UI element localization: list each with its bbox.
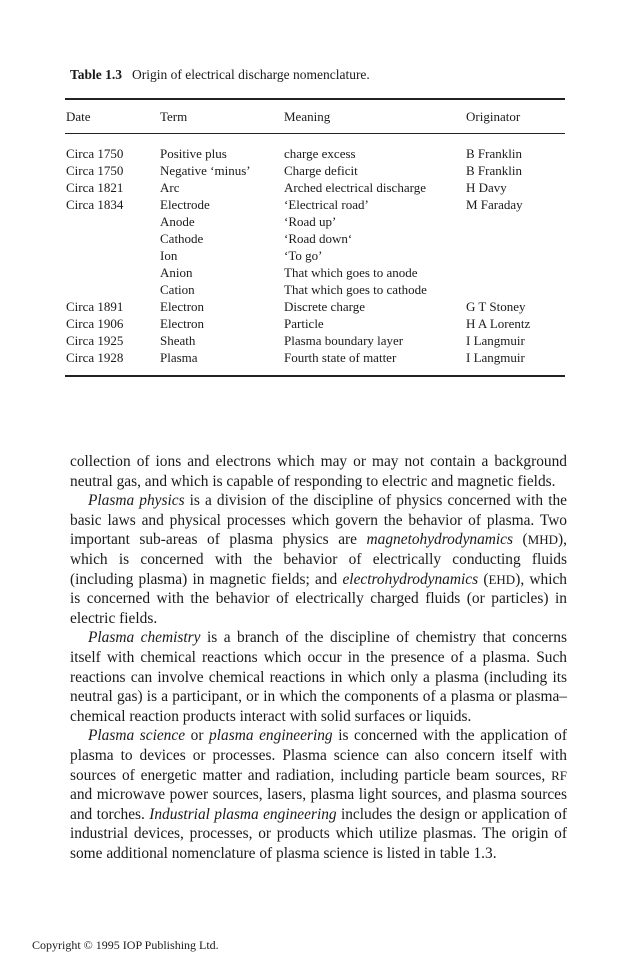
table-caption-text: Origin of electrical discharge nomenclature. <box>132 67 370 82</box>
table-row <box>66 298 576 315</box>
table-row <box>66 179 576 196</box>
table-row <box>66 230 576 247</box>
cell-originator: H A Lorentz <box>466 316 531 331</box>
cell-originator: H Davy <box>466 180 507 195</box>
cell-date: Circa 1750 <box>66 146 124 161</box>
table-row <box>66 264 576 281</box>
text-run: ( <box>478 570 489 588</box>
term-industrial-plasma-engineering: Industrial plasma engineering <box>149 805 337 823</box>
table-row <box>66 162 576 179</box>
cell-term: Cathode <box>160 231 204 246</box>
header-meaning: Meaning <box>284 109 331 124</box>
cell-meaning: ‘Electrical road’ <box>284 197 369 212</box>
paragraph-plasma-science <box>70 726 567 863</box>
table-row <box>66 332 576 349</box>
cell-originator: B Franklin <box>466 146 522 161</box>
cell-term: Arc <box>160 180 180 195</box>
copyright-footer: Copyright © 1995 IOP Publishing Ltd. <box>32 938 219 952</box>
text-run: and microwave power sources, lasers, plasma light sources, and plasma sources and torches. <box>70 786 567 823</box>
text-run: ( <box>513 531 528 549</box>
table-row <box>66 281 576 298</box>
term-electrohydrodynamics: electrohydrodynamics <box>342 570 479 588</box>
cell-date <box>66 264 160 281</box>
table-header <box>66 108 576 125</box>
cell-meaning: ‘Road down‘ <box>284 231 353 246</box>
cell-originator: M Faraday <box>466 197 523 212</box>
cell-originator: G T Stoney <box>466 299 526 314</box>
cell-meaning: Discrete charge <box>284 299 365 314</box>
cell-date <box>66 247 160 264</box>
text-run: is a division of the discipline of physics concerned with the basic laws and physical processes which govern the behavior of plasma. Two important sub-areas of plasma physics are <box>70 492 567 549</box>
cell-originator: I Langmuir <box>466 350 525 365</box>
cell-term: Electron <box>160 316 205 331</box>
table-header-rule <box>65 133 565 134</box>
cell-meaning: That which goes to anode <box>284 265 418 280</box>
cell-originator <box>466 213 576 230</box>
cell-originator: B Franklin <box>466 163 522 178</box>
body-text <box>70 452 567 863</box>
term-plasma-chemistry: Plasma chemistry <box>88 629 201 647</box>
cell-meaning: Arched electrical discharge <box>284 180 426 195</box>
paragraph-plasma-chemistry <box>70 628 567 726</box>
cell-originator <box>466 281 576 298</box>
table-row <box>66 145 576 162</box>
table-label: Table 1.3 <box>70 67 123 82</box>
cell-meaning: ‘To go’ <box>284 248 323 263</box>
cell-date: Circa 1891 <box>66 299 124 314</box>
cell-meaning: charge excess <box>284 146 356 161</box>
text-run: ), which is concerned with the behavior of electrically conducting fluids (including plasma) in magnetic fields; and <box>70 531 567 588</box>
cell-term: Ion <box>160 248 178 263</box>
cell-date <box>66 213 160 230</box>
text-run: is concerned with the application of plasma to devices or processes. Plasma science can also concern itself with sources of energetic matter and radiation, including particle beam sources, <box>70 727 567 784</box>
cell-term: Anion <box>160 265 193 280</box>
header-term: Term <box>160 109 188 124</box>
cell-term: Anode <box>160 214 195 229</box>
cell-term: Negative ‘minus’ <box>160 163 251 178</box>
term-plasma-physics: Plasma physics <box>88 492 185 510</box>
abbr-rf: RF <box>551 767 567 783</box>
text-run: is a branch of the discipline of chemistry that concerns itself with chemical reactions which occur in the presence of a plasma. Such reactions can involve chemical reactions in which only a plasma (including its neutral gas) is a participant, or in which the components of a plasma or plasma–chemical reaction products interact with solid surfaces or liquids. <box>70 629 567 725</box>
cell-date: Circa 1928 <box>66 350 124 365</box>
abbr-ehd: EHD <box>488 571 516 587</box>
cell-date: Circa 1834 <box>66 197 124 212</box>
table-row <box>66 247 576 264</box>
table-body <box>66 145 576 366</box>
cell-date: Circa 1821 <box>66 180 124 195</box>
table-row <box>66 315 576 332</box>
paragraph-plasma-physics <box>70 491 567 628</box>
cell-originator: I Langmuir <box>466 333 525 348</box>
cell-date: Circa 1750 <box>66 163 124 178</box>
table-bottom-rule <box>65 375 565 377</box>
cell-term: Sheath <box>160 333 196 348</box>
term-plasma-engineering: plasma engineering <box>209 727 333 745</box>
term-magnetohydrodynamics: magnetohydrodynamics <box>366 531 513 549</box>
table-row <box>66 196 576 213</box>
table-row <box>66 213 576 230</box>
cell-meaning: That which goes to cathode <box>284 282 427 297</box>
cell-meaning: Charge deficit <box>284 163 358 178</box>
header-date: Date <box>66 109 91 124</box>
cell-term: Cation <box>160 282 195 297</box>
table-top-rule <box>65 98 565 100</box>
cell-meaning: Fourth state of matter <box>284 350 397 365</box>
term-plasma-science: Plasma science <box>88 727 186 745</box>
text-run: includes the design or application of industrial devices, processes, or products which utilize plasmas. The origin of some additional nomenclature of plasma science is listed in table 1.3. <box>70 805 567 862</box>
cell-term: Electrode <box>160 197 210 212</box>
cell-originator <box>466 230 576 247</box>
cell-meaning: ‘Road up’ <box>284 214 337 229</box>
cell-originator <box>466 264 576 281</box>
cell-term: Electron <box>160 299 205 314</box>
cell-date: Circa 1906 <box>66 316 124 331</box>
abbr-mhd: MHD <box>527 532 559 548</box>
table-row <box>66 349 576 366</box>
cell-meaning: Particle <box>284 316 324 331</box>
text-run: or <box>185 727 210 745</box>
cell-term: Plasma <box>160 350 198 365</box>
table-caption <box>70 67 370 83</box>
cell-date: Circa 1925 <box>66 333 124 348</box>
cell-originator <box>466 247 576 264</box>
cell-date <box>66 230 160 247</box>
table-header-row <box>66 108 576 125</box>
header-originator: Originator <box>466 109 521 124</box>
paragraph-1: collection of ions and electrons which may or may not contain a background neutral gas, and which is capable of responding to electric and magnetic fields. <box>70 453 567 490</box>
cell-meaning: Plasma boundary layer <box>284 333 404 348</box>
text-run: ), which is concerned with the behavior of electrically charged fluids (or particles) in electric fields. <box>70 570 568 627</box>
cell-term: Positive plus <box>160 146 227 161</box>
cell-date <box>66 281 160 298</box>
